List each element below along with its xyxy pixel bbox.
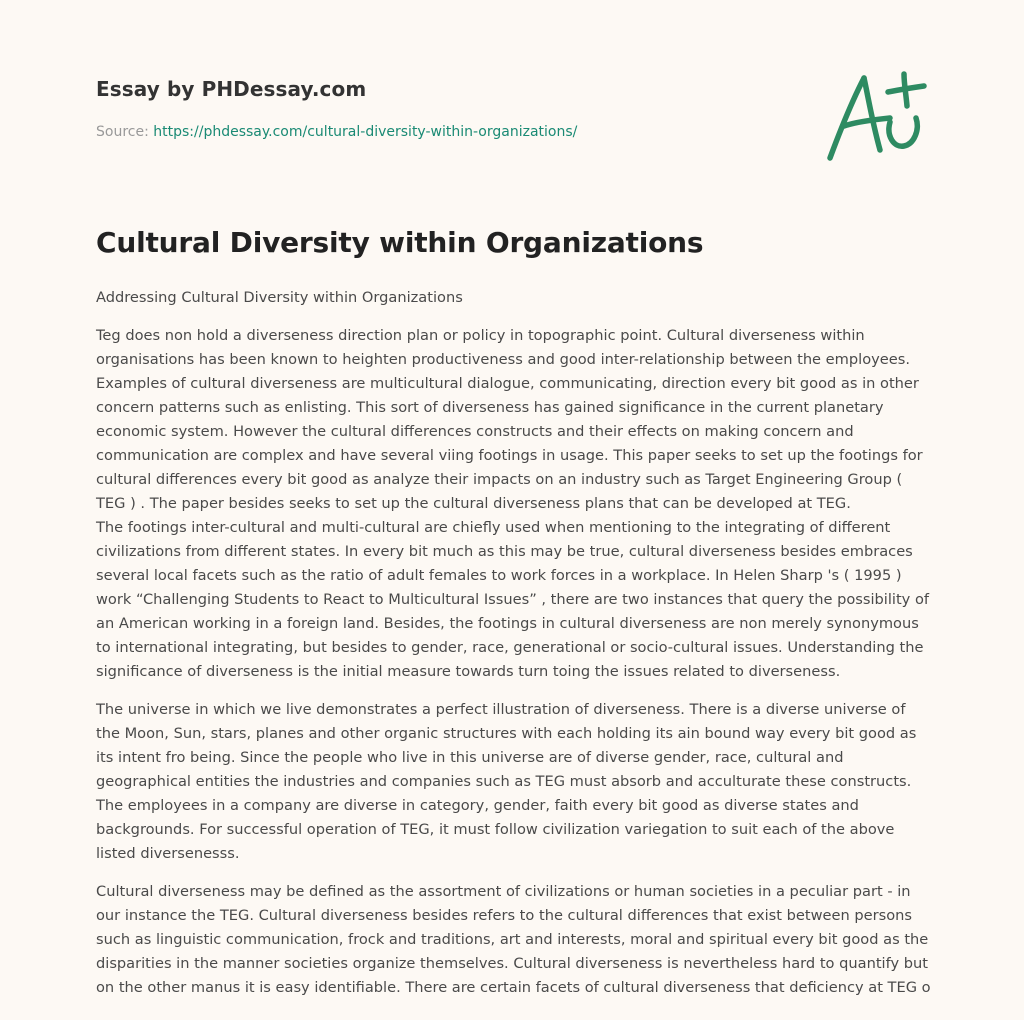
article-paragraph: The universe in which we live demonstrates a perfect illustration of diverseness. There is a diverse universe of the Moon, Sun, stars, planes and other organic structures with each holding its ain bound way every bit good as its intent fro being. Since the people who live in this universe are of diverse gender, race, cultural and geographical entities the industries and companies such as TEG must absorb and acculturate these constructs. The employees in a company are diverse in category, gender, faith every bit good as diverse states and backgrounds. For successful operation of TEG, it must follow civilization variegation to suit each of the above listed diversenesss. [96,701,917,862]
article-body [96,286,932,1014]
article-title: Cultural Diversity within Organizations [96,226,704,259]
site-brand: Essay by PHDessay.com [96,77,367,101]
article-paragraph: The footings inter-cultural and multi-cultural are chiefly used when mentioning to the integrating of different civilizations from different states. In every bit much as this may be true, cultural diverseness besides embraces several local facets such as the ratio of adult females to work forces in a workplace. In Helen Sharp 's ( 1995 ) work “Challenging Students to React to Multicultural Issues” , there are two instances that query the possibility of an American working in a foreign land. Besides, the footings in cultural diverseness are non merely synonymous to international integrating, but besides to gender, race, generational or socio-cultural issues. Understanding the significance of diverseness is the initial measure towards turn toing the issues related to diverseness. [96,519,930,680]
source-link[interactable]: https://phdessay.com/cultural-diversity-within-organizations/ [153,124,578,140]
article-subtitle: Addressing Cultural Diversity within Organizations [96,289,463,306]
article-paragraph: Cultural diverseness may be defined as the assortment of civilizations or human societies in a peculiar part - in our instance the TEG. Cultural diverseness besides refers to the cultural differences that exist between persons such as linguistic communication, frock and traditions, art and interests, moral and spiritual every bit good as the disparities in the manner societies organize themselves. Cultural diverseness is nevertheless hard to quantify but on the other manus it is easy identifiable. There are certain facets of cultural diverseness that deficiency at TEG o [96,883,931,996]
source-label: Source: [96,124,149,140]
source-line [96,124,577,140]
a-plus-logo-icon [820,66,930,166]
article-paragraph: Teg does non hold a diverseness direction plan or policy in topographic point. Cultural diverseness within organisations has been known to heighten productiveness and good inter-relationship between the employees. Examples of cultural diverseness are multicultural dialogue, communicating, direction every bit good as in other concern patterns such as enlisting. This sort of diverseness has gained significance in the current planetary economic system. However the cultural differences constructs and their effects on making concern and communication are complex and have several viing footings in usage. This paper seeks to set up the footings for cultural differences every bit good as analyze their impacts on an industry such as Target Engineering Group ( TEG ) . The paper besides seeks to set up the cultural diverseness plans that can be developed at TEG. [96,327,923,512]
